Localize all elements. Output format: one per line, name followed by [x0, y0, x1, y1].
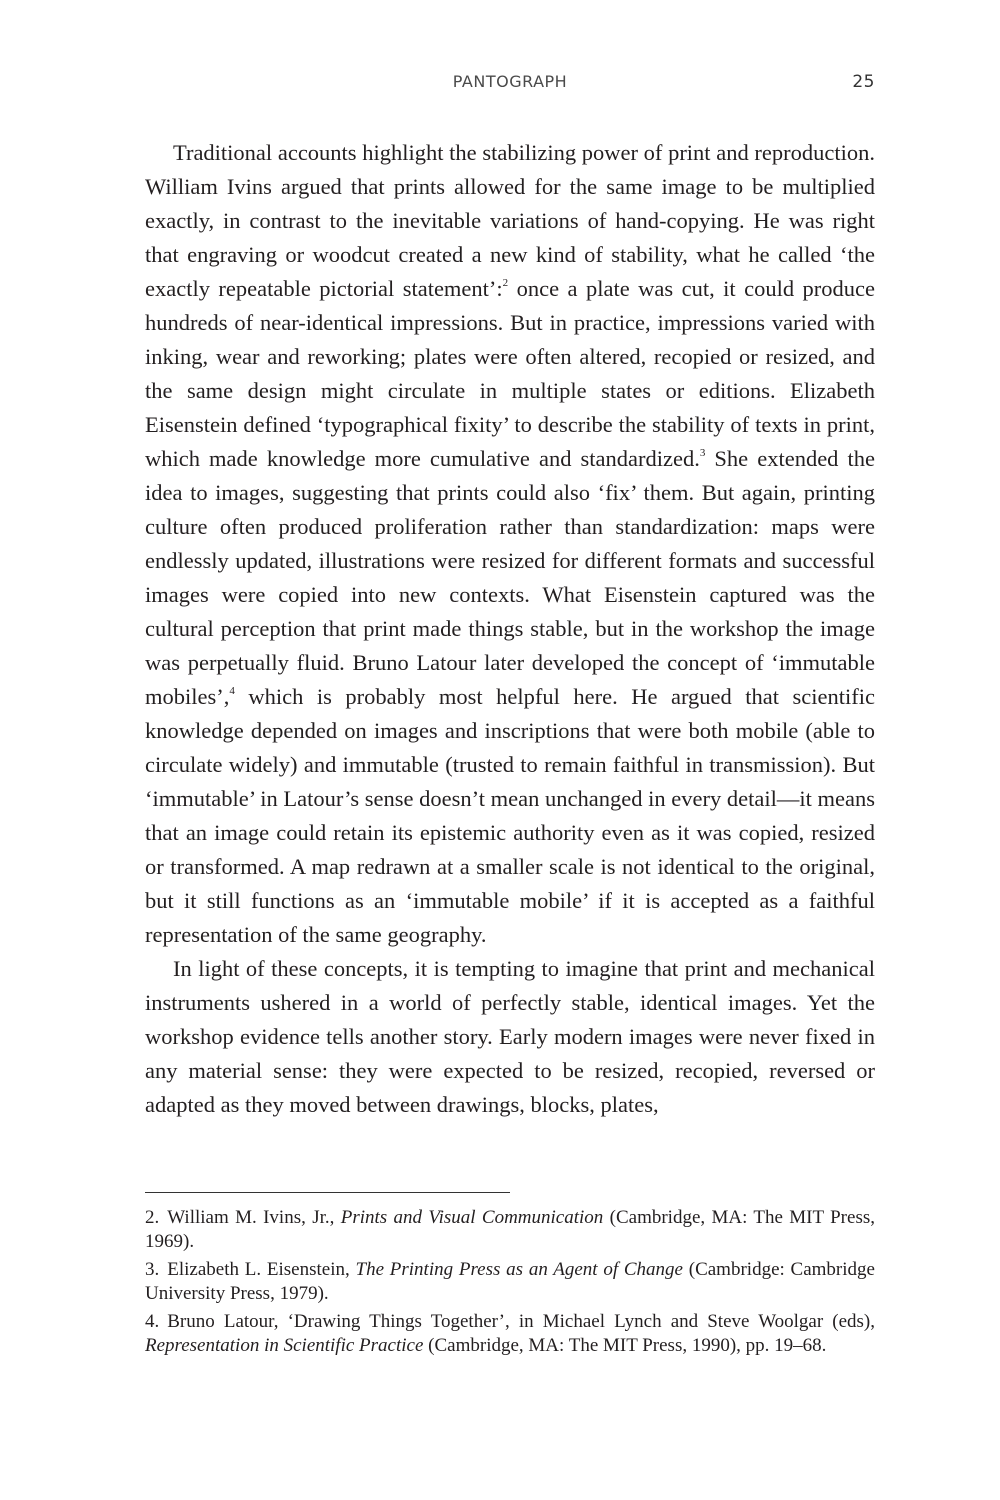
footnote-title: Prints and Visual Communication [340, 1207, 604, 1228]
paragraph-1 [145, 136, 875, 952]
running-head [145, 72, 875, 96]
footnote-ref-4[interactable]: 4 [229, 685, 235, 698]
running-title: PANTOGRAPH [452, 72, 568, 91]
footnote-2 [145, 1206, 875, 1253]
footnote-number: 2. [145, 1207, 160, 1228]
footnote-text: Elizabeth L. Eisenstein, [167, 1259, 356, 1280]
body-text [145, 136, 875, 1122]
footnote-text: (Cambridge, MA: The MIT Press, 1969). [145, 1207, 875, 1252]
footnote-text: (Cambridge: Cambridge University Press, 1979). [145, 1259, 875, 1304]
footnote-ref-2[interactable]: 2 [502, 277, 509, 290]
footnote-text: Bruno Latour, ‘Drawing Things Together’, in Michael Lynch and Steve Woolgar (eds), [167, 1311, 875, 1332]
footnote-text: William M. Ivins, Jr., [167, 1207, 341, 1228]
footnote-title: Representation in Scientific Practice [145, 1334, 424, 1356]
footnote-title: The Printing Press as an Agent of Change [355, 1259, 683, 1280]
footnote-number: 3. [145, 1259, 160, 1280]
paragraph-1-part-3: She extended the idea to images, suggesting that prints could also ‘fix’ them. But again, printing culture often produced proliferation rather than standardization: maps were endlessly updated, illustrations were resized for different formats and successful images were copied into new contexts. What Eisenstein captured was the cultural perception that print made things stable, but in the workshop the image was perpetually fluid. Bruno Latour later developed the concept of ‘immutable mobiles’, [145, 446, 875, 709]
footnote-number: 4. [145, 1311, 160, 1332]
paragraph-2: In light of these concepts, it is tempting to imagine that print and mechanical instruments ushered in a world of perfectly stable, identical images. Yet the workshop evidence tells another story. Early modern images were never fixed in any material sense: they were expected to be resized, recopied, reversed or adapted as they moved between drawings, blocks, plates, [145, 956, 875, 1117]
footnotes [145, 1206, 875, 1362]
paragraph-1-part-4: which is probably most helpful here. He argued that scientific knowledge depended on images and inscriptions that were both mobile (able to circulate widely) and immutable (trusted to remain faithful in transmission). But ‘immutable’ in Latour’s sense doesn’t mean unchanged in every detail—it means that an image could retain its epistemic authority even as it was copied, resized or transformed. A map redrawn at a smaller scale is not identical to the original, but it still functions as an ‘immutable mobile’ if it is accepted as a faithful representation of the same geography. [145, 684, 875, 947]
footnote-text: (Cambridge, MA: The MIT Press, 1990), pp. 19–68. [423, 1334, 827, 1356]
footnote-4 [145, 1310, 875, 1357]
page-number: 25 [852, 72, 875, 92]
footnote-divider [145, 1192, 510, 1193]
paragraph-1-part-2: once a plate was cut, it could produce hundreds of near-identical impressions. But in practice, impressions varied with inking, wear and reworking; plates were often altered, recopied or resized, and the same design might circulate in multiple states or editions. Elizabeth Eisenstein defined ‘typographical fixity’ to describe the stability of texts in print, which made knowledge more cumulative and standardized. [145, 276, 875, 471]
footnote-ref-3[interactable]: 3 [699, 447, 706, 460]
paragraph-1-part-1: Traditional accounts highlight the stabilizing power of print and reproduction. William Ivins argued that prints allowed for the same image to be multiplied exactly, in contrast to the inevitable variations of hand-copying. He was right that engraving or woodcut created a new kind of stability, what he called ‘the exactly repeatable pictorial statement’: [145, 140, 875, 301]
footnote-3 [145, 1258, 875, 1305]
